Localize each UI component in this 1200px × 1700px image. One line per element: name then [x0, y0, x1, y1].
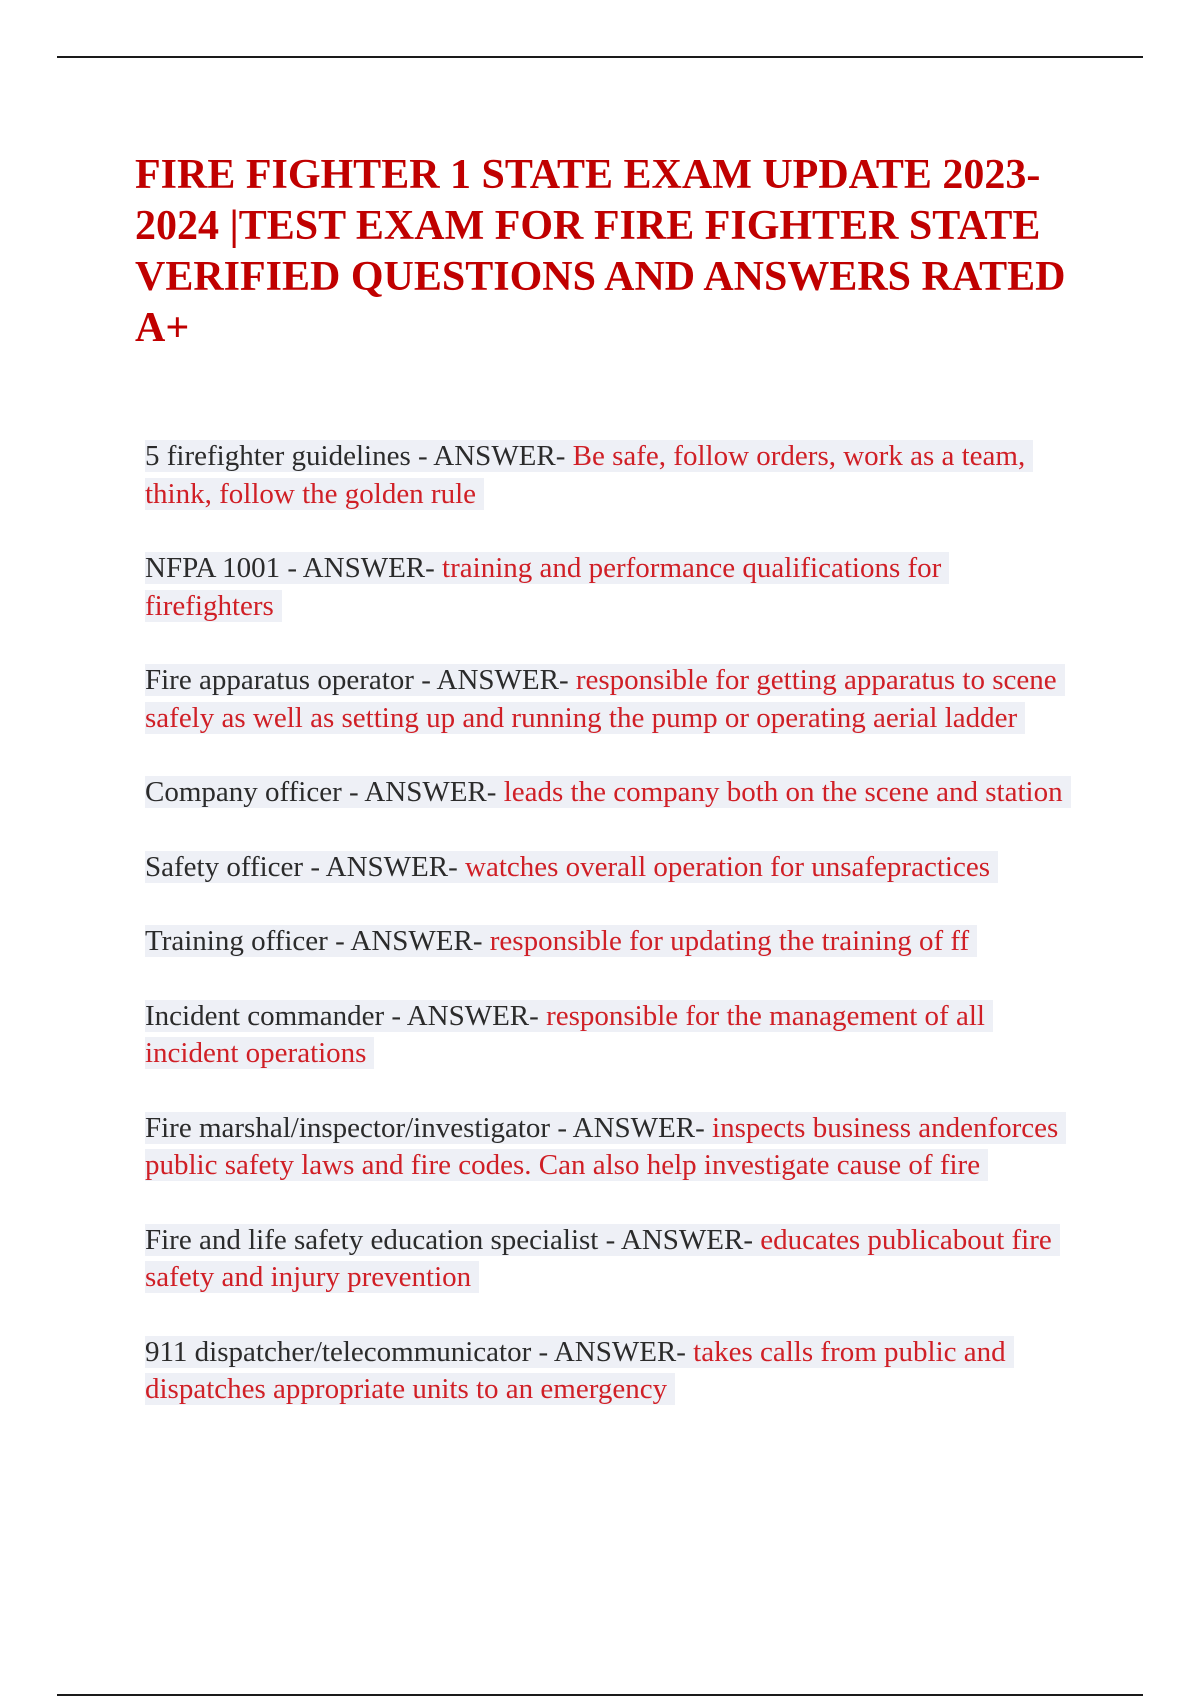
question-text: 5 firefighter guidelines - ANSWER-: [145, 440, 573, 472]
qa-item: [145, 1334, 1085, 1409]
qa-highlight: [145, 925, 977, 957]
answer-text: takes calls from public and dispatches appropriate units to an emergency: [145, 1335, 1006, 1405]
answer-text: responsible for getting apparatus to scene safely as well as setting up and running the pump or operating aerial ladder: [145, 664, 1057, 734]
qa-list: [145, 438, 1085, 1446]
question-text: Fire marshal/inspector/investigator - ANSWER-: [145, 1111, 713, 1144]
answer-text: responsible for the management of all incident operations: [145, 999, 985, 1069]
question-text: Safety officer - ANSWER-: [145, 850, 465, 883]
qa-highlight: [145, 776, 1071, 808]
qa-highlight: [145, 851, 998, 883]
question-text: NFPA 1001 - ANSWER-: [145, 552, 443, 584]
qa-highlight: [145, 1336, 1014, 1406]
qa-highlight: [145, 1224, 1060, 1294]
question-text: Fire apparatus operator - ANSWER-: [145, 664, 576, 696]
qa-item: [145, 550, 1085, 625]
question-text: Training officer - ANSWER-: [145, 925, 490, 957]
qa-item: [145, 1222, 1085, 1297]
qa-item: [145, 774, 1085, 812]
answer-text: educates publicabout fire safety and injury prevention: [145, 1223, 1052, 1293]
qa-item: [145, 1110, 1085, 1185]
question-text: Fire and life safety education specialist - ANSWER-: [145, 1223, 761, 1256]
qa-item: [145, 438, 1085, 513]
question-text: Company officer - ANSWER-: [145, 776, 504, 808]
bottom-rule: [57, 1694, 1143, 1696]
document-title: FIRE FIGHTER 1 STATE EXAM UPDATE 2023-2024 |TEST EXAM FOR FIRE FIGHTER STATE VERIFIED QUESTIONS AND ANSWERS RATED A+: [135, 152, 1066, 351]
answer-text: training and performance qualifications for firefighters: [145, 552, 942, 622]
qa-item: [145, 662, 1085, 737]
answer-text: responsible for updating the training of ff: [489, 925, 970, 957]
top-rule: [57, 56, 1143, 58]
qa-highlight: [145, 1112, 1066, 1182]
qa-highlight: [145, 664, 1065, 734]
answer-text: inspects business andenforces public safety laws and fire codes. Can also help investigate cause of fire: [145, 1111, 1059, 1181]
question-text: Incident commander - ANSWER-: [145, 999, 547, 1032]
question-text: 911 dispatcher/telecommunicator - ANSWER-: [145, 1335, 694, 1368]
answer-text: Be safe, follow orders, work as a team, think, follow the golden rule: [145, 440, 1026, 510]
answer-text: watches overall operation for unsafepractices: [465, 850, 990, 883]
qa-item: [145, 998, 1085, 1073]
qa-item: [145, 849, 1085, 887]
qa-highlight: [145, 440, 1033, 510]
answer-text: leads the company both on the scene and station: [503, 776, 1063, 808]
qa-item: [145, 923, 1085, 961]
qa-highlight: [145, 552, 949, 622]
qa-highlight: [145, 1000, 993, 1070]
